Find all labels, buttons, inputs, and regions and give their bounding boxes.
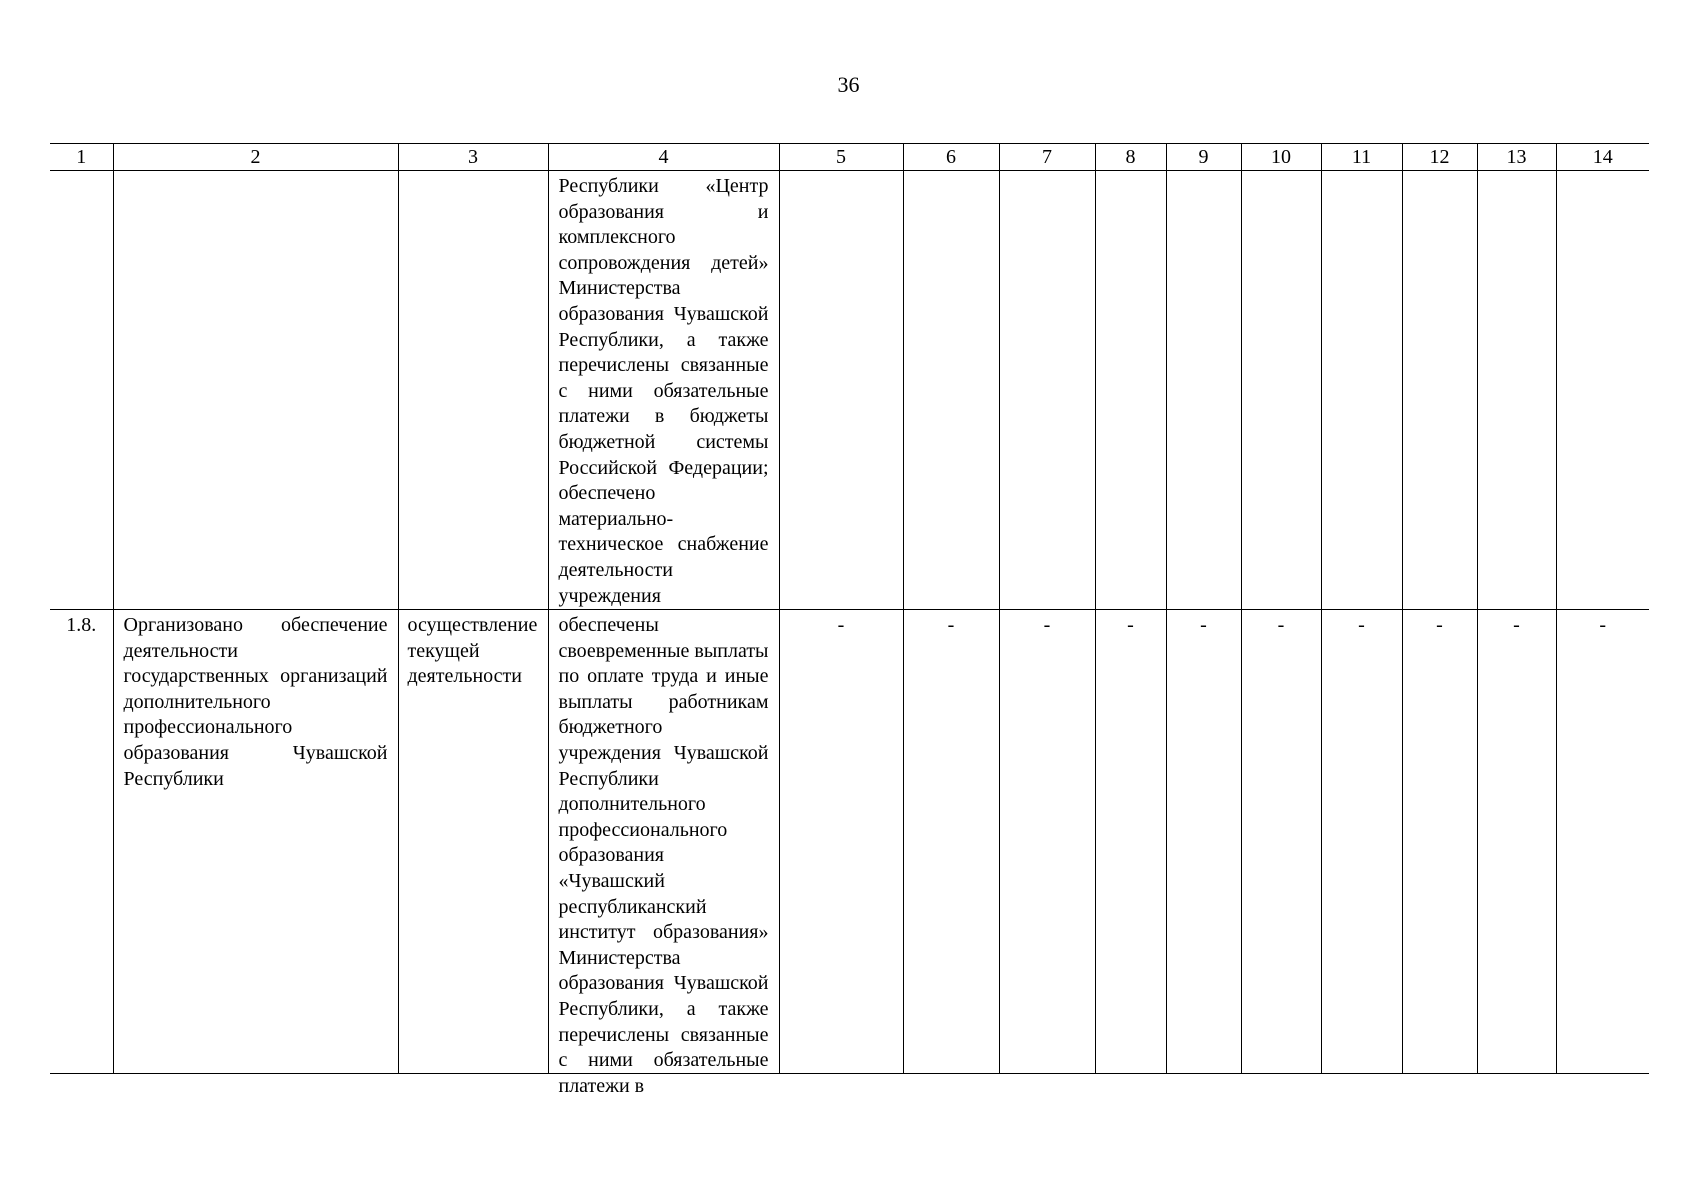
cell-value: - — [1241, 610, 1321, 1074]
column-header: 6 — [903, 144, 999, 171]
column-header: 3 — [398, 144, 548, 171]
cell-value: - — [1402, 610, 1477, 1074]
cell-result: Республики «Центр образования и комплексного сопровождения детей» Министерства образования Чувашской Республики, а также перечислены связанные с ними обязательные платежи в бюджеты бюджетной системы Российской Федерации; обеспечено материально-техническое снабжение деятельности учреждения — [548, 171, 779, 610]
column-header: 1 — [50, 144, 113, 171]
cell-name — [113, 171, 398, 610]
cell-value: - — [903, 610, 999, 1074]
column-header: 8 — [1095, 144, 1166, 171]
column-header: 11 — [1321, 144, 1402, 171]
cell-type: осуществление текущей деятельности — [398, 610, 548, 1074]
column-header: 7 — [999, 144, 1095, 171]
cell-value: - — [1166, 610, 1241, 1074]
table-row-1-8 — [50, 610, 1649, 1074]
plan-table — [50, 143, 1649, 1097]
column-header: 13 — [1477, 144, 1556, 171]
column-header: 10 — [1241, 144, 1321, 171]
cell-number: 1.8. — [50, 610, 113, 1074]
column-header: 12 — [1402, 144, 1477, 171]
cell-number — [50, 171, 113, 610]
page-number: 36 — [837, 72, 860, 97]
cell-result: обеспечены своевременные выплаты по оплате труда и иные выплаты работникам бюджетного учреждения Чувашской Республики дополнительного профессионального образования «Чувашский республиканский институт образования» Министерства образования Чувашской Республики, а также перечислены связанные с ними обязательные платежи в — [548, 610, 779, 1074]
column-numbers-row — [50, 144, 1649, 171]
cell-type — [398, 171, 548, 610]
table-row-continuation — [50, 171, 1649, 610]
cell-name: Организовано обеспечение деятельности государственных организаций дополнительного профессионального образования Чувашской Республики — [113, 610, 398, 1074]
cell-value: - — [1095, 610, 1166, 1074]
column-header: 5 — [779, 144, 903, 171]
column-header: 14 — [1556, 144, 1649, 171]
cell-value: - — [779, 610, 903, 1074]
column-header: 2 — [113, 144, 398, 171]
column-header: 4 — [548, 144, 779, 171]
column-header: 9 — [1166, 144, 1241, 171]
cell-value: - — [1556, 610, 1649, 1074]
cell-value: - — [1477, 610, 1556, 1074]
cell-value: - — [999, 610, 1095, 1074]
cell-value: - — [1321, 610, 1402, 1074]
